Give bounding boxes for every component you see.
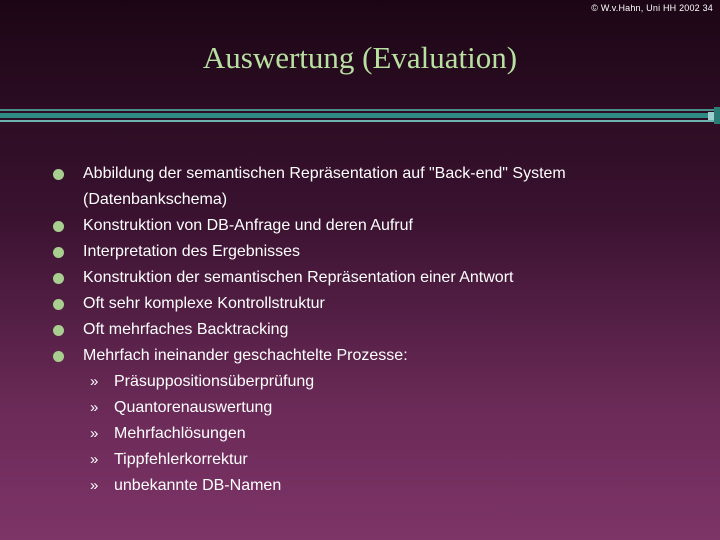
sub-list-item-text: Tippfehlerkorrektur bbox=[114, 451, 248, 468]
sub-list-item-text: unbekannte DB-Namen bbox=[114, 477, 282, 494]
sub-list-item-text: Mehrfachlösungen bbox=[114, 425, 246, 442]
list-item-text: Konstruktion von DB-Anfrage und deren Aufruf bbox=[83, 217, 413, 234]
list-item-text: Interpretation des Ergebnisses bbox=[83, 243, 301, 260]
list-item-text: Mehrfach ineinander geschachtelte Prozesse: bbox=[83, 347, 408, 364]
bullet-dot-icon bbox=[53, 325, 64, 336]
bullet-dot-icon bbox=[53, 299, 64, 310]
sub-bullet-marker: » bbox=[90, 373, 99, 390]
sub-bullet-marker: » bbox=[90, 425, 99, 442]
bullet-list bbox=[53, 161, 693, 499]
title-divider-top bbox=[0, 109, 720, 111]
sub-list-item bbox=[53, 447, 693, 473]
list-item-text: Oft mehrfaches Backtracking bbox=[83, 321, 289, 338]
sub-list-item-text: Präsuppositionsüberprüfung bbox=[114, 373, 315, 390]
list-item bbox=[53, 343, 693, 369]
title-divider-main bbox=[0, 113, 720, 118]
list-item bbox=[53, 317, 693, 343]
title-divider-bottom bbox=[0, 120, 720, 122]
list-item bbox=[53, 239, 693, 265]
bullet-dot-icon bbox=[53, 221, 64, 232]
list-item-text: Oft sehr komplexe Kontrollstruktur bbox=[83, 295, 325, 312]
copyright-notice: © W.v.Hahn, Uni HH 2002 34 bbox=[591, 3, 713, 13]
sub-list-item bbox=[53, 369, 693, 395]
sub-bullet-marker: » bbox=[90, 399, 99, 416]
list-item-text: Konstruktion der semantischen Repräsentation einer Antwort bbox=[83, 269, 514, 286]
sub-list-item bbox=[53, 395, 693, 421]
sub-list-item-text: Quantorenauswertung bbox=[114, 399, 273, 416]
bullet-dot-icon bbox=[53, 351, 64, 362]
slide-title: Auswertung (Evaluation) bbox=[202, 40, 518, 75]
list-item bbox=[53, 213, 693, 239]
list-item bbox=[53, 161, 693, 213]
divider-end-accent bbox=[708, 112, 714, 120]
bullet-dot-icon bbox=[53, 273, 64, 284]
bullet-dot-icon bbox=[53, 169, 64, 180]
divider-end-mark bbox=[714, 107, 720, 124]
list-item-text: Abbildung der semantischen Repräsentation auf "Back-end" System (Datenbankschema) bbox=[83, 165, 566, 208]
sub-bullet-marker: » bbox=[90, 451, 99, 468]
sub-list-item bbox=[53, 473, 693, 499]
bullet-dot-icon bbox=[53, 247, 64, 258]
list-item bbox=[53, 265, 693, 291]
sub-bullet-marker: » bbox=[90, 477, 99, 494]
list-item bbox=[53, 291, 693, 317]
sub-list-item bbox=[53, 421, 693, 447]
